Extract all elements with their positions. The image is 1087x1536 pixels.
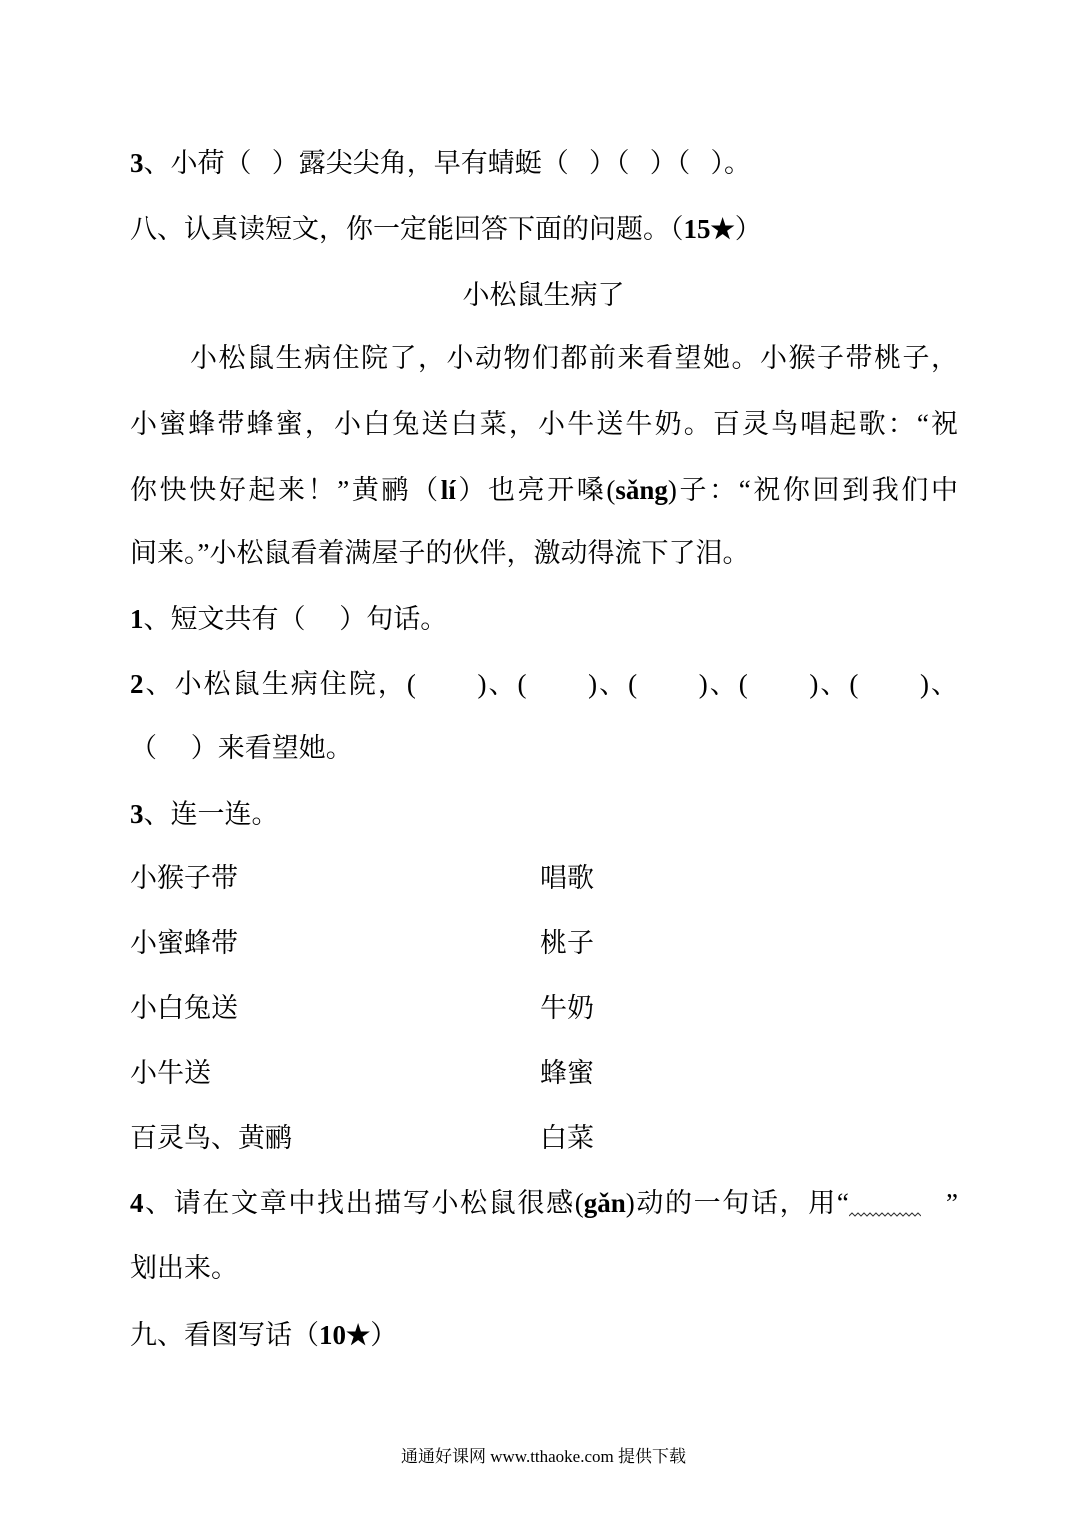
heading-text: 九、看图写话（ [130, 1320, 319, 1350]
pinyin-gan: gǎn [583, 1188, 626, 1218]
match-left-item: 小牛送 [130, 1058, 211, 1088]
match-left-item: 小猴子带 [130, 863, 238, 893]
match-right-item: 牛奶 [540, 993, 594, 1023]
question-8-2-continued: （ ）来看望她。 [130, 733, 353, 763]
section-8-heading [130, 208, 958, 250]
passage-title: 小松鼠生病了 [462, 280, 625, 310]
match-left-item: 小白兔送 [130, 993, 238, 1023]
question-8-4 [130, 1182, 958, 1224]
question-8-1 [130, 598, 958, 640]
match-left-item: 百灵鸟、黄鹂 [130, 1123, 292, 1153]
heading-score: 15★ [683, 214, 735, 244]
question-8-2 [130, 663, 958, 705]
pinyin-sang: sǎng [615, 475, 668, 505]
question-number: 3 [130, 148, 144, 178]
question-8-3 [130, 793, 958, 835]
match-right-item: 蜂蜜 [540, 1058, 594, 1088]
question-number: 2 [130, 669, 144, 699]
passage-text: 你快快好起来！”黄鹂（ [130, 475, 441, 505]
page-footer: 通通好课网 www.tthaoke.com 提供下载 [400, 1447, 687, 1466]
heading-text: 八、认真读短文，你一定能回答下面的问题。（ [130, 214, 684, 244]
passage-text: )子：“祝你回到我们中 [667, 475, 958, 505]
passage-text: ）也亮开嗓( [455, 475, 616, 505]
passage-line-2: 小蜜蜂带蜂蜜，小白兔送白菜，小牛送牛奶。百灵鸟唱起歌：“祝 [130, 409, 958, 439]
passage-line-4: 间来。”小松鼠看着满屋子的伙伴，激动得流下了泪。 [130, 538, 750, 568]
question-text: )动的一句话，用“ [625, 1188, 849, 1218]
question-text: 、小荷（ ）露尖尖角，早有蜻蜓（ ）（ ）（ ）。 [143, 148, 751, 178]
question-text: 、连一连。 [143, 799, 279, 829]
heading-score: 10★ [319, 1320, 371, 1350]
passage-line-3 [130, 469, 958, 511]
match-right-item: 白菜 [540, 1123, 594, 1153]
question-number: 1 [130, 604, 144, 634]
pinyin-li: lí [440, 475, 456, 505]
passage-line-1: 小松鼠生病住院了，小动物们都前来看望她。小猴子带桃子， [190, 343, 958, 373]
question-text: 、请在文章中找出描写小松鼠很感( [143, 1188, 584, 1218]
closing-quote: ” [920, 1188, 958, 1218]
question-number: 4 [130, 1188, 144, 1218]
question-8-4-continued: 划出来。 [130, 1253, 238, 1283]
section-9-heading [130, 1314, 958, 1356]
question-7-3 [130, 142, 958, 184]
heading-suffix: ） [370, 1320, 398, 1350]
wavy-underline-sample [849, 1210, 921, 1218]
question-text: 、小松鼠生病住院，( )、( )、( )、( )、( )、 [143, 669, 958, 699]
question-text: 、短文共有（ ）句话。 [143, 604, 448, 634]
match-left-item: 小蜜蜂带 [130, 928, 238, 958]
heading-suffix: ） [734, 214, 762, 244]
match-right-item: 唱歌 [540, 863, 594, 893]
question-number: 3 [130, 799, 144, 829]
match-right-item: 桃子 [540, 928, 594, 958]
